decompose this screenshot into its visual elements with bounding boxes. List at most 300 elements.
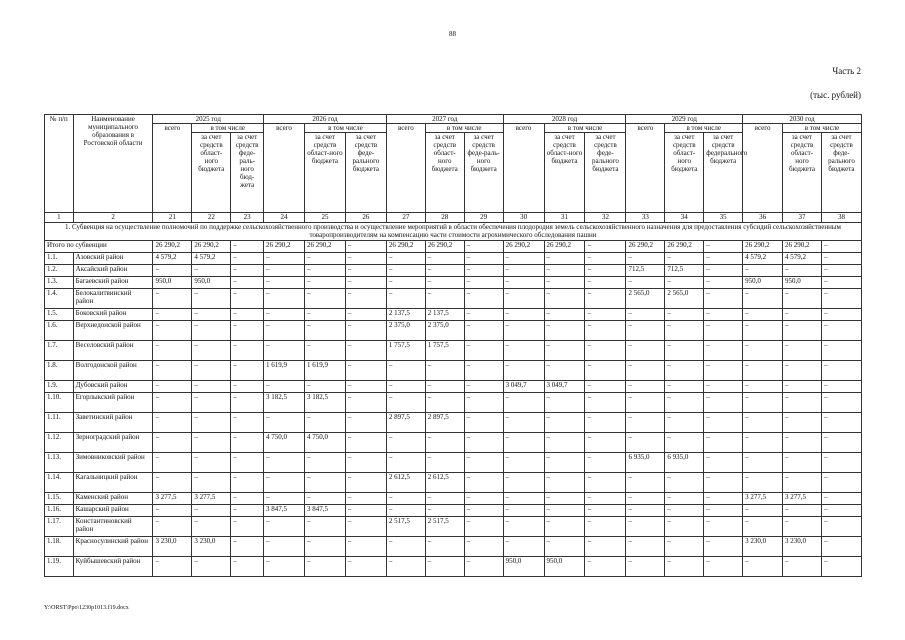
value-cell: – [425, 381, 464, 393]
value-cell: – [544, 277, 585, 289]
value-cell: – [425, 537, 464, 557]
table-row [45, 413, 862, 433]
value-cell: – [345, 265, 386, 277]
value-cell: – [585, 517, 626, 537]
value-cell: – [345, 241, 386, 253]
value-cell: – [153, 289, 192, 309]
value-cell: – [264, 321, 305, 341]
row-index: 1.16. [45, 505, 74, 517]
value-cell: – [425, 493, 464, 505]
value-cell: – [704, 253, 743, 265]
value-cell: 950,0 [783, 277, 822, 289]
value-cell: – [821, 321, 861, 341]
value-cell: – [153, 393, 192, 413]
row-name: Заветинский район [73, 413, 153, 433]
table-row [45, 537, 862, 557]
row-index: 1.7. [45, 341, 74, 361]
value-cell: – [386, 557, 425, 577]
value-cell: – [264, 413, 305, 433]
value-cell: – [264, 265, 305, 277]
value-cell: – [192, 289, 231, 309]
value-cell: 2 137,5 [425, 309, 464, 321]
value-cell: – [626, 393, 665, 413]
value-cell: – [626, 537, 665, 557]
value-cell: 2 565,0 [626, 289, 665, 309]
value-cell: – [425, 393, 464, 413]
column-number-cell: 34 [665, 213, 704, 223]
header-including: в том числе [304, 124, 386, 133]
value-cell: – [304, 253, 345, 265]
value-cell: – [704, 361, 743, 381]
value-cell: – [585, 253, 626, 265]
value-cell: – [264, 493, 305, 505]
value-cell: – [783, 453, 822, 473]
value-cell: – [386, 265, 425, 277]
value-cell: – [425, 265, 464, 277]
table-row [45, 309, 862, 321]
column-number-cell: 30 [503, 213, 544, 223]
value-cell: 4 579,2 [153, 253, 192, 265]
value-cell: – [783, 433, 822, 453]
value-cell: 26 290,2 [743, 241, 783, 253]
column-number-cell: 37 [783, 213, 822, 223]
value-cell: – [386, 505, 425, 517]
row-index: 1.1. [45, 253, 74, 265]
value-cell: – [585, 557, 626, 577]
column-number-cell: 22 [192, 213, 231, 223]
value-cell: – [503, 309, 544, 321]
value-cell: – [345, 361, 386, 381]
value-cell: – [304, 309, 345, 321]
value-cell: – [626, 473, 665, 493]
value-cell: – [503, 265, 544, 277]
value-cell: – [231, 265, 264, 277]
value-cell: – [345, 289, 386, 309]
value-cell: – [704, 241, 743, 253]
value-cell: – [626, 557, 665, 577]
value-cell: 26 290,2 [665, 241, 704, 253]
value-cell: – [626, 433, 665, 453]
value-cell: – [153, 433, 192, 453]
value-cell: 26 290,2 [153, 241, 192, 253]
column-number-cell: 23 [231, 213, 264, 223]
part-label: Часть 2 [832, 66, 861, 76]
table-row [45, 277, 862, 289]
value-cell: – [544, 473, 585, 493]
value-cell: – [153, 517, 192, 537]
value-cell: – [304, 321, 345, 341]
column-number-cell: 38 [821, 213, 861, 223]
value-cell: – [821, 277, 861, 289]
value-cell: – [464, 265, 503, 277]
header-year: 2027 год [386, 115, 503, 124]
value-cell: – [821, 493, 861, 505]
value-cell: – [544, 537, 585, 557]
value-cell: – [345, 321, 386, 341]
value-cell: – [192, 433, 231, 453]
header-including: в том числе [665, 124, 743, 133]
value-cell: 2 517,5 [425, 517, 464, 537]
value-cell: – [743, 453, 783, 473]
value-cell: – [464, 341, 503, 361]
value-cell: – [704, 265, 743, 277]
value-cell: – [153, 413, 192, 433]
value-cell: – [425, 253, 464, 265]
value-cell: – [743, 265, 783, 277]
value-cell: – [783, 413, 822, 433]
row-name: Зимовниковский район [73, 453, 153, 473]
table-body [45, 213, 862, 577]
value-cell: – [743, 557, 783, 577]
value-cell: – [503, 517, 544, 537]
row-name: Куйбышевский район [73, 557, 153, 577]
value-cell: – [386, 361, 425, 381]
row-name: Кашарский район [73, 505, 153, 517]
value-cell: – [544, 265, 585, 277]
value-cell: – [264, 289, 305, 309]
value-cell: – [503, 277, 544, 289]
value-cell: – [345, 341, 386, 361]
header-including: в том числе [783, 124, 862, 133]
value-cell: – [704, 537, 743, 557]
value-cell: – [704, 453, 743, 473]
value-cell: 4 579,2 [743, 253, 783, 265]
table-row [45, 433, 862, 453]
value-cell: – [304, 557, 345, 577]
column-numbers-row [45, 213, 862, 223]
value-cell: – [386, 393, 425, 413]
footer-file-path: Y:\ORST\Ppo\1230p1013.f19.docx [44, 605, 129, 611]
table-row [45, 289, 862, 309]
row-index: 1.12. [45, 433, 74, 453]
row-index: 1.3. [45, 277, 74, 289]
header-year: 2025 год [153, 115, 264, 124]
value-cell: 26 290,2 [425, 241, 464, 253]
value-cell: 4 750,0 [304, 433, 345, 453]
value-cell: – [585, 309, 626, 321]
value-cell: – [626, 517, 665, 537]
row-name: Кагальницкий район [73, 473, 153, 493]
value-cell: – [425, 433, 464, 453]
value-cell: – [626, 361, 665, 381]
value-cell: – [821, 473, 861, 493]
value-cell: 2 612,5 [425, 473, 464, 493]
value-cell: – [544, 361, 585, 381]
value-cell: – [153, 309, 192, 321]
value-cell: – [743, 473, 783, 493]
value-cell: – [665, 381, 704, 393]
value-cell: – [544, 289, 585, 309]
value-cell: 2 375,0 [386, 321, 425, 341]
row-index: 1.18. [45, 537, 74, 557]
value-cell: – [544, 393, 585, 413]
row-index: 1.10. [45, 393, 74, 413]
value-cell: – [783, 341, 822, 361]
value-cell: – [192, 361, 231, 381]
value-cell: 712,5 [626, 265, 665, 277]
value-cell: – [386, 537, 425, 557]
value-cell: – [386, 453, 425, 473]
value-cell: – [231, 321, 264, 341]
row-name: Веселовский район [73, 341, 153, 361]
value-cell: – [585, 265, 626, 277]
section-title-row [45, 223, 862, 241]
value-cell: – [192, 453, 231, 473]
value-cell: – [464, 493, 503, 505]
subvention-table [44, 114, 862, 577]
value-cell: – [304, 265, 345, 277]
value-cell: – [464, 289, 503, 309]
value-cell: – [821, 253, 861, 265]
value-cell: – [665, 253, 704, 265]
value-cell: – [503, 433, 544, 453]
value-cell: – [304, 493, 345, 505]
value-cell: – [665, 413, 704, 433]
row-name: Зерноградский район [73, 433, 153, 453]
value-cell: – [464, 505, 503, 517]
value-cell: – [425, 505, 464, 517]
value-cell: – [821, 381, 861, 393]
column-number-cell: 27 [386, 213, 425, 223]
header-total: всего [386, 124, 425, 213]
value-cell: – [585, 537, 626, 557]
value-cell: – [704, 493, 743, 505]
value-cell: – [544, 493, 585, 505]
value-cell: 3 230,0 [743, 537, 783, 557]
value-cell: – [544, 433, 585, 453]
row-index: 1.17. [45, 517, 74, 537]
value-cell: – [231, 453, 264, 473]
row-name: Азовский район [73, 253, 153, 265]
value-cell: – [464, 253, 503, 265]
value-cell: – [264, 309, 305, 321]
value-cell: – [231, 341, 264, 361]
value-cell: 3 277,5 [192, 493, 231, 505]
value-cell: – [192, 473, 231, 493]
value-cell: – [783, 505, 822, 517]
header-regional: за счет средств област-ного бюджета [425, 133, 464, 213]
value-cell: – [264, 277, 305, 289]
value-cell: – [231, 309, 264, 321]
header-federal: за счет средств феде-рального бюджета [821, 133, 861, 213]
value-cell: – [821, 361, 861, 381]
value-cell: – [231, 433, 264, 453]
value-cell: – [503, 253, 544, 265]
value-cell: 950,0 [192, 277, 231, 289]
row-name: Дубовский район [73, 381, 153, 393]
value-cell: – [345, 505, 386, 517]
value-cell: 950,0 [503, 557, 544, 577]
row-index: 1.4. [45, 289, 74, 309]
value-cell: – [192, 265, 231, 277]
value-cell: 3 277,5 [153, 493, 192, 505]
row-index: 1.6. [45, 321, 74, 341]
value-cell: – [821, 393, 861, 413]
value-cell: – [153, 321, 192, 341]
value-cell: – [821, 557, 861, 577]
row-index: 1.13. [45, 453, 74, 473]
total-row [45, 241, 862, 253]
value-cell: 712,5 [665, 265, 704, 277]
value-cell: – [704, 277, 743, 289]
column-number-cell: 35 [704, 213, 743, 223]
value-cell: – [783, 289, 822, 309]
row-name: Каменский район [73, 493, 153, 505]
value-cell: 3 847,5 [264, 505, 305, 517]
value-cell: – [192, 341, 231, 361]
value-cell: – [783, 473, 822, 493]
column-number-cell: 32 [585, 213, 626, 223]
row-name: Белокалитвинский район [73, 289, 153, 309]
value-cell: – [231, 253, 264, 265]
value-cell: – [626, 493, 665, 505]
value-cell: – [264, 381, 305, 393]
value-cell: – [425, 289, 464, 309]
column-number-cell: 25 [304, 213, 345, 223]
value-cell: – [386, 433, 425, 453]
value-cell: – [464, 473, 503, 493]
value-cell: – [704, 393, 743, 413]
value-cell: – [783, 361, 822, 381]
header-regional: за счет средств област-ного бюджета [304, 133, 345, 213]
value-cell: – [503, 473, 544, 493]
value-cell: – [503, 321, 544, 341]
value-cell: – [231, 241, 264, 253]
table-row [45, 393, 862, 413]
value-cell: – [821, 413, 861, 433]
value-cell: 1 757,5 [386, 341, 425, 361]
value-cell: 2 565,0 [665, 289, 704, 309]
value-cell: – [783, 393, 822, 413]
row-name: Аксайский район [73, 265, 153, 277]
value-cell: – [783, 321, 822, 341]
column-number-cell: 31 [544, 213, 585, 223]
value-cell: – [386, 253, 425, 265]
value-cell: – [345, 433, 386, 453]
value-cell: – [231, 393, 264, 413]
value-cell: – [585, 381, 626, 393]
value-cell: – [585, 393, 626, 413]
value-cell: – [743, 393, 783, 413]
header-including: в том числе [192, 124, 264, 133]
value-cell: – [704, 341, 743, 361]
value-cell: – [231, 381, 264, 393]
table-row [45, 341, 862, 361]
value-cell: – [626, 505, 665, 517]
value-cell: – [665, 361, 704, 381]
value-cell: – [821, 241, 861, 253]
value-cell: – [264, 341, 305, 361]
value-cell: – [231, 557, 264, 577]
value-cell: – [464, 241, 503, 253]
row-index: 1.2. [45, 265, 74, 277]
header-total: всего [153, 124, 192, 213]
value-cell: – [153, 361, 192, 381]
value-cell: – [386, 277, 425, 289]
value-cell: – [192, 505, 231, 517]
value-cell: – [231, 493, 264, 505]
section-title: 1. Субвенция на осуществление полномочий по поддержке сельскохозяйственного производства и осуществление мероприятий в области обеспечения плодородия земель сельскохозяйственного назначения для предоставления субсидий сельскохозяйственным товаропроизводителям на компенсацию части стоимости агрохимического обследования пашни [45, 223, 862, 241]
value-cell: – [704, 473, 743, 493]
value-cell: 26 290,2 [503, 241, 544, 253]
header-federal: за счет средств федерального бюджета [704, 133, 743, 213]
value-cell: – [626, 381, 665, 393]
value-cell: – [153, 381, 192, 393]
row-index: 1.15. [45, 493, 74, 505]
value-cell: – [304, 277, 345, 289]
table-row [45, 453, 862, 473]
value-cell: – [585, 361, 626, 381]
value-cell: – [665, 277, 704, 289]
header-regional: за счет средств област-ного бюджета [192, 133, 231, 213]
value-cell: – [345, 277, 386, 289]
row-index: 1.5. [45, 309, 74, 321]
value-cell: – [153, 265, 192, 277]
row-name: Константиновский район [73, 517, 153, 537]
value-cell: – [503, 341, 544, 361]
value-cell: – [626, 341, 665, 361]
value-cell: 3 277,5 [783, 493, 822, 505]
value-cell: 26 290,2 [192, 241, 231, 253]
header-federal: за счет средств феде-раль-ного бюд-жета [231, 133, 264, 213]
value-cell: – [665, 309, 704, 321]
column-number-cell: 2 [73, 213, 153, 223]
value-cell: 26 290,2 [626, 241, 665, 253]
table-row [45, 473, 862, 493]
header-year: 2030 год [743, 115, 862, 124]
value-cell: – [464, 453, 503, 473]
value-cell: – [464, 537, 503, 557]
value-cell: – [544, 517, 585, 537]
table-row [45, 265, 862, 277]
value-cell: 26 290,2 [386, 241, 425, 253]
value-cell: – [345, 473, 386, 493]
value-cell: – [464, 321, 503, 341]
header-federal: за счет средств феде-раль-ного бюджета [464, 133, 503, 213]
value-cell: – [821, 517, 861, 537]
header-num: № п/п [45, 115, 74, 213]
header-regional: за счет средств област-ного бюджета [783, 133, 822, 213]
value-cell: – [464, 557, 503, 577]
value-cell: – [585, 433, 626, 453]
value-cell: – [304, 517, 345, 537]
value-cell: – [345, 537, 386, 557]
value-cell: – [783, 309, 822, 321]
value-cell: 3 230,0 [192, 537, 231, 557]
header-including: в том числе [544, 124, 626, 133]
value-cell: – [743, 413, 783, 433]
column-number-cell: 26 [345, 213, 386, 223]
value-cell: – [345, 517, 386, 537]
value-cell: – [192, 309, 231, 321]
value-cell: – [386, 289, 425, 309]
value-cell: – [544, 309, 585, 321]
value-cell: – [153, 473, 192, 493]
header-federal: за счет средств феде-рального бюджета [585, 133, 626, 213]
value-cell: – [464, 517, 503, 537]
value-cell: – [464, 433, 503, 453]
value-cell: – [585, 493, 626, 505]
value-cell: – [192, 557, 231, 577]
value-cell: – [231, 473, 264, 493]
value-cell: – [821, 341, 861, 361]
value-cell: 3 277,5 [743, 493, 783, 505]
value-cell: – [464, 393, 503, 413]
value-cell: – [783, 265, 822, 277]
value-cell: – [304, 453, 345, 473]
value-cell: – [585, 321, 626, 341]
value-cell: – [192, 393, 231, 413]
